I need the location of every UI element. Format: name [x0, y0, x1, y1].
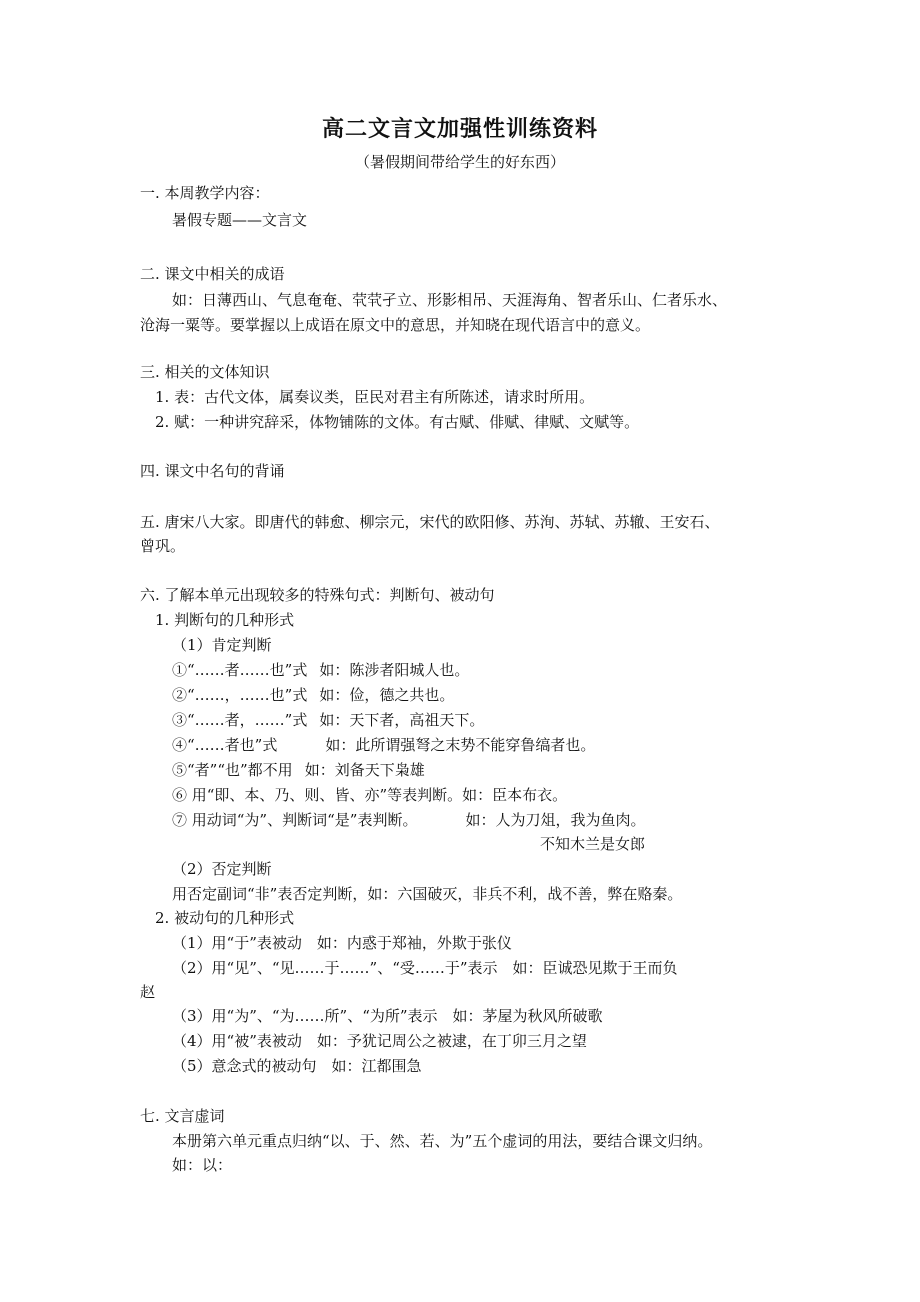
section-1-content: 暑假专题——文言文 [172, 211, 308, 229]
section-5-line-1: 五. 唐宋八大家。即唐代的韩愈、柳宗元，宋代的欧阳修、苏洵、苏轼、苏辙、王安石、 [140, 513, 720, 531]
section-3-heading: 三. 相关的文体知识 [140, 363, 270, 381]
judgment-form-label: ③“……者，……”式 [172, 711, 308, 729]
judgment-form-example: 如：人为刀俎，我为鱼肉。 [465, 811, 646, 829]
passive-form-2: （2）用“见”、“见……于……”、“受……于”表示 如：臣诚恐见欺于王而负 [172, 959, 678, 977]
section-2-heading: 二. 课文中相关的成语 [140, 265, 285, 283]
section-3-item-1: 1. 表：古代文体，属奏议类，臣民对君主有所陈述，请求时所用。 [155, 388, 595, 406]
section-2-line-2: 沧海一粟等。要掌握以上成语在原文中的意思，并知晓在现代语言中的意义。 [140, 316, 651, 334]
section-1-heading: 一. 本周教学内容： [140, 184, 270, 202]
section-3-item-2: 2. 赋：一种讲究辞采，体物铺陈的文体。有古赋、俳赋、律赋、文赋等。 [155, 413, 640, 431]
document-subtitle: （暑假期间带给学生的好东西） [354, 153, 565, 171]
judgment-form-4 [172, 735, 595, 755]
section-7-line-2: 如：以： [172, 1156, 233, 1174]
passive-form-4: （4）用“被”表被动 如：予犹记周公之被逮，在丁卯三月之望 [172, 1032, 587, 1050]
section-4-heading: 四. 课文中名句的背诵 [140, 462, 285, 480]
judgment-form-7 [172, 810, 645, 830]
judgment-form-6 [172, 785, 567, 805]
section-6-sub-1: 1. 判断句的几种形式 [155, 611, 295, 629]
judgment-form-label: ②“……，……也”式 [172, 686, 308, 704]
judgment-form-label: ⑤“者”“也”都不用 [172, 761, 293, 779]
judgment-form-example: 如：陈涉者阳城人也。 [319, 661, 470, 679]
judgment-form-2 [172, 685, 454, 705]
judgment-form-5 [172, 760, 425, 780]
passive-form-1: （1）用“于”表被动 如：内惑于郑袖，外欺于张仪 [172, 934, 512, 952]
section-6-sub-2: 2. 被动句的几种形式 [155, 909, 295, 927]
negative-heading: （2）否定判断 [172, 860, 272, 878]
section-7-line-1: 本册第六单元重点归纳“以、于、然、若、为”五个虚词的用法，要结合课文归纳。 [172, 1132, 713, 1150]
judgment-form-label: ⑥ 用“即、本、乃、则、皆、亦”等表判断。如：臣本布衣。 [172, 786, 568, 804]
judgment-form-example: 如：此所谓强弩之末势不能穿鲁缟者也。 [325, 736, 596, 754]
judgment-form-7-continuation: 不知木兰是女郎 [540, 835, 646, 853]
section-6-heading: 六. 了解本单元出现较多的特殊句式：判断句、被动句 [140, 586, 495, 604]
section-5-line-2: 曾巩。 [140, 537, 186, 555]
judgment-form-example: 如：刘备天下枭雄 [304, 761, 425, 779]
section-7-heading: 七. 文言虚词 [140, 1107, 225, 1125]
judgment-form-example: 如：俭，德之共也。 [319, 686, 455, 704]
affirmative-heading: （1）肯定判断 [172, 636, 272, 654]
judgment-form-label: ④“……者也”式 [172, 736, 278, 754]
judgment-form-1 [172, 660, 469, 680]
negative-text: 用否定副词“非”表否定判断，如：六国破灭，非兵不利，战不善，弊在赂秦。 [172, 885, 683, 903]
judgment-form-label: ⑦ 用动词“为”、判断词“是”表判断。 [172, 811, 418, 829]
section-2-line-1: 如：日薄西山、气息奄奄、茕茕孑立、形影相吊、天涯海角、智者乐山、仁者乐水、 [172, 291, 728, 309]
judgment-form-example: 如：天下者，高祖天下。 [319, 711, 485, 729]
judgment-form-label: ①“……者……也”式 [172, 661, 308, 679]
passive-form-3: （3）用“为”、“为……所”、“为所”表示 如：茅屋为秋风所破歌 [172, 1007, 603, 1025]
passive-form-2-continuation: 赵 [140, 983, 156, 1001]
passive-form-5: （5）意念式的被动句 如：江都围急 [172, 1057, 422, 1075]
judgment-form-3 [172, 710, 484, 730]
document-title: 高二文言文加强性训练资料 [321, 116, 598, 142]
